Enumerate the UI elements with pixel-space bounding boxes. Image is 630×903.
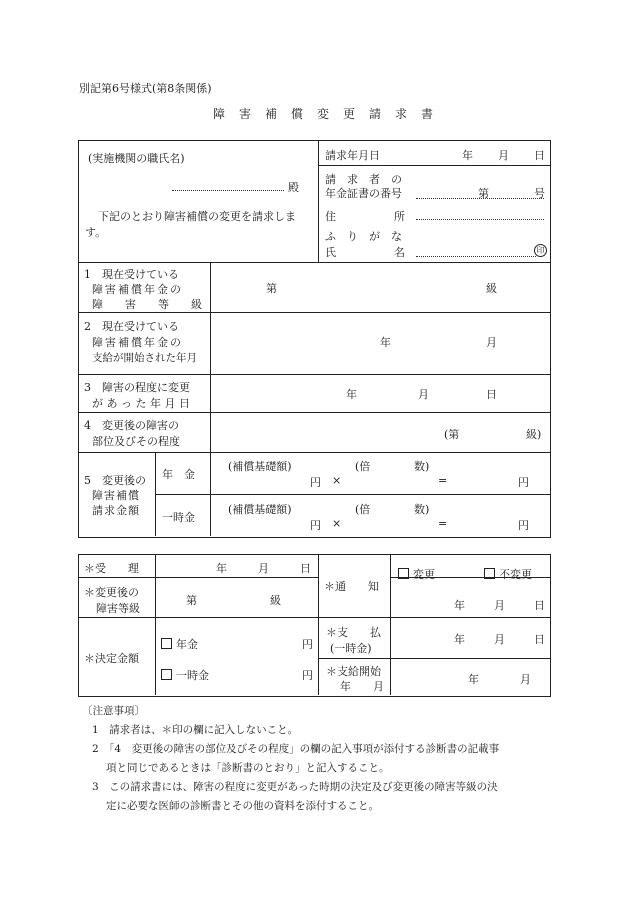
office-grade-label-1: ＊変更後の	[84, 586, 139, 599]
office-kaishi-year[interactable]: 年	[468, 673, 479, 686]
fuhenko-checkbox[interactable]: 不変更	[484, 566, 532, 582]
row5-nenkin-en2: 円	[518, 476, 529, 489]
request-date-month[interactable]: 月	[498, 149, 509, 162]
row1-label-2: 障害補償年金の	[92, 283, 183, 296]
row5-nenkin-kiso: (補償基礎額)	[228, 460, 292, 473]
row2-month[interactable]: 月	[486, 336, 497, 349]
org-label: (実施機関の職氏名)	[88, 152, 185, 165]
request-text-2: す。	[85, 226, 107, 239]
row4-label-1: 4 変更後の障害の	[84, 419, 179, 432]
office-kaishi-month[interactable]: 月	[520, 673, 531, 686]
row1-label-1: 1 現在受けている	[84, 268, 179, 281]
page-title: 障 害 補 償 変 更 請 求 書	[213, 107, 435, 121]
kettei-ichiji-en: 円	[302, 669, 313, 682]
row1-kyu: 級	[486, 282, 497, 295]
row2-label-3: 支給が開始された年月	[92, 352, 197, 364]
row1-dai: 第	[266, 282, 277, 295]
row5-ichiji-en2: 円	[518, 519, 529, 532]
request-date-year[interactable]: 年	[462, 149, 473, 162]
office-shiharai-label-2: (一時金)	[330, 642, 372, 655]
note-3-line-1: 3 この請求書には、障害の程度に変更があった時期の決定及び変更後の障害等級の決	[92, 781, 498, 793]
office-shiharai-month[interactable]: 月	[494, 633, 505, 646]
org-name-line[interactable]	[172, 190, 284, 191]
address-field[interactable]	[416, 219, 544, 220]
row5-nenkin-x: ×	[332, 474, 342, 487]
row5-ichiji-eq: =	[438, 517, 448, 530]
row3-label-1: 3 障害の程度に変更	[84, 381, 190, 394]
office-juri-year[interactable]: 年	[216, 562, 227, 575]
row2-label-2: 障害補償年金の	[92, 336, 183, 349]
office-shiharai-label-1: ＊支 払	[326, 626, 381, 639]
office-grade-dai: 第	[186, 594, 197, 607]
office-tsuchi-month[interactable]: 月	[494, 599, 505, 612]
row3-year[interactable]: 年	[346, 388, 357, 401]
kettei-nenkin-en: 円	[302, 638, 313, 651]
row5-ichiji-suu: 数)	[414, 503, 430, 516]
row2-year[interactable]: 年	[380, 336, 391, 349]
office-kettei-label: ＊決定金額	[84, 652, 139, 665]
claimant-label-2: 年金証書の番号	[325, 187, 402, 200]
cert-dai: 第	[478, 187, 489, 200]
office-tsuchi-day[interactable]: 日	[534, 599, 545, 612]
address-label-a: 住	[325, 210, 336, 223]
address-label-b: 所	[394, 210, 405, 223]
row2-label-1: 2 現在受けている	[84, 320, 179, 333]
form-reference: 別記第6号様式(第8条関係)	[79, 82, 212, 95]
office-shiharai-day[interactable]: 日	[534, 633, 545, 646]
row5-nenkin-bai: (倍	[355, 460, 371, 473]
row5-ichiji-x: ×	[332, 517, 342, 530]
office-kaishi-label-2: 年 月	[340, 680, 384, 693]
row5-ichiji-bai: (倍	[355, 503, 371, 516]
name-label-a: 氏	[325, 246, 336, 259]
dono-label: 殿	[288, 181, 299, 194]
cert-go: 号	[534, 187, 545, 200]
row5-nenkin-eq: =	[438, 474, 448, 487]
row5-label-2: 障害補償	[92, 489, 140, 502]
row5-nenkin-en1: 円	[310, 476, 321, 489]
notes-heading: 〔注意事項〕	[82, 705, 145, 717]
request-date-day[interactable]: 日	[534, 149, 545, 162]
row1-label-3: 障 害 等 級	[92, 298, 202, 311]
row3-month[interactable]: 月	[418, 388, 429, 401]
henko-checkbox[interactable]: 変更	[398, 566, 435, 582]
row4-kyu: 級)	[526, 428, 542, 441]
row5-nenkin-suu: 数)	[414, 460, 430, 473]
row5-ichiji-kiso: (補償基礎額)	[228, 503, 292, 516]
row5-nenkin-label: 年 金	[162, 468, 195, 481]
name-field[interactable]	[416, 256, 536, 257]
office-grade-label-2: 障害等級	[96, 602, 140, 615]
furigana-label: ふ り が な	[325, 230, 402, 243]
kettei-ichiji-checkbox[interactable]: 一時金	[161, 667, 209, 683]
row5-ichiji-label: 一時金	[162, 511, 195, 524]
request-date-label: 請求年月日	[325, 149, 380, 162]
row3-day[interactable]: 日	[486, 388, 497, 401]
note-1: 1 請求者は、＊印の欄に記入しないこと。	[92, 724, 299, 736]
row5-ichiji-en1: 円	[310, 519, 321, 532]
office-juri-day[interactable]: 日	[300, 562, 311, 575]
kettei-nenkin-checkbox[interactable]: 年金	[161, 636, 198, 652]
request-text-1: 下記のとおり障害補償の変更を請求しま	[98, 210, 296, 223]
row3-label-2: が あ っ た 年 月 日	[92, 397, 190, 410]
note-2-line-1: 2 「4 変更後の障害の部位及びその程度」の欄の記入事項が添付する診断書の記載事	[92, 743, 500, 755]
row4-dai: (第	[444, 428, 460, 441]
claimant-label-1: 請 求 者 の	[325, 173, 402, 186]
office-shiharai-year[interactable]: 年	[454, 633, 465, 646]
office-tsuchi-year[interactable]: 年	[454, 599, 465, 612]
note-2-line-2: 項と同じであるときは「診断書のとおり」と記入すること。	[106, 762, 390, 774]
office-tsuchi-label: ＊通 知	[324, 580, 379, 593]
office-grade-kyu: 級	[270, 594, 281, 607]
note-3-line-2: 定に必要な医師の診断書とその他の資料を添付すること。	[106, 800, 379, 812]
office-juri-month[interactable]: 月	[258, 562, 269, 575]
row4-label-2: 部位及びその程度	[92, 435, 180, 448]
name-label-b: 名	[394, 246, 405, 259]
office-kaishi-label-1: ＊支給開始	[326, 665, 381, 678]
row5-label-3: 請求金額	[92, 504, 140, 517]
seal-icon: 印	[534, 244, 547, 257]
row5-label-1: 5 変更後の	[84, 474, 146, 487]
office-juri-label: ＊受 理	[84, 562, 139, 575]
